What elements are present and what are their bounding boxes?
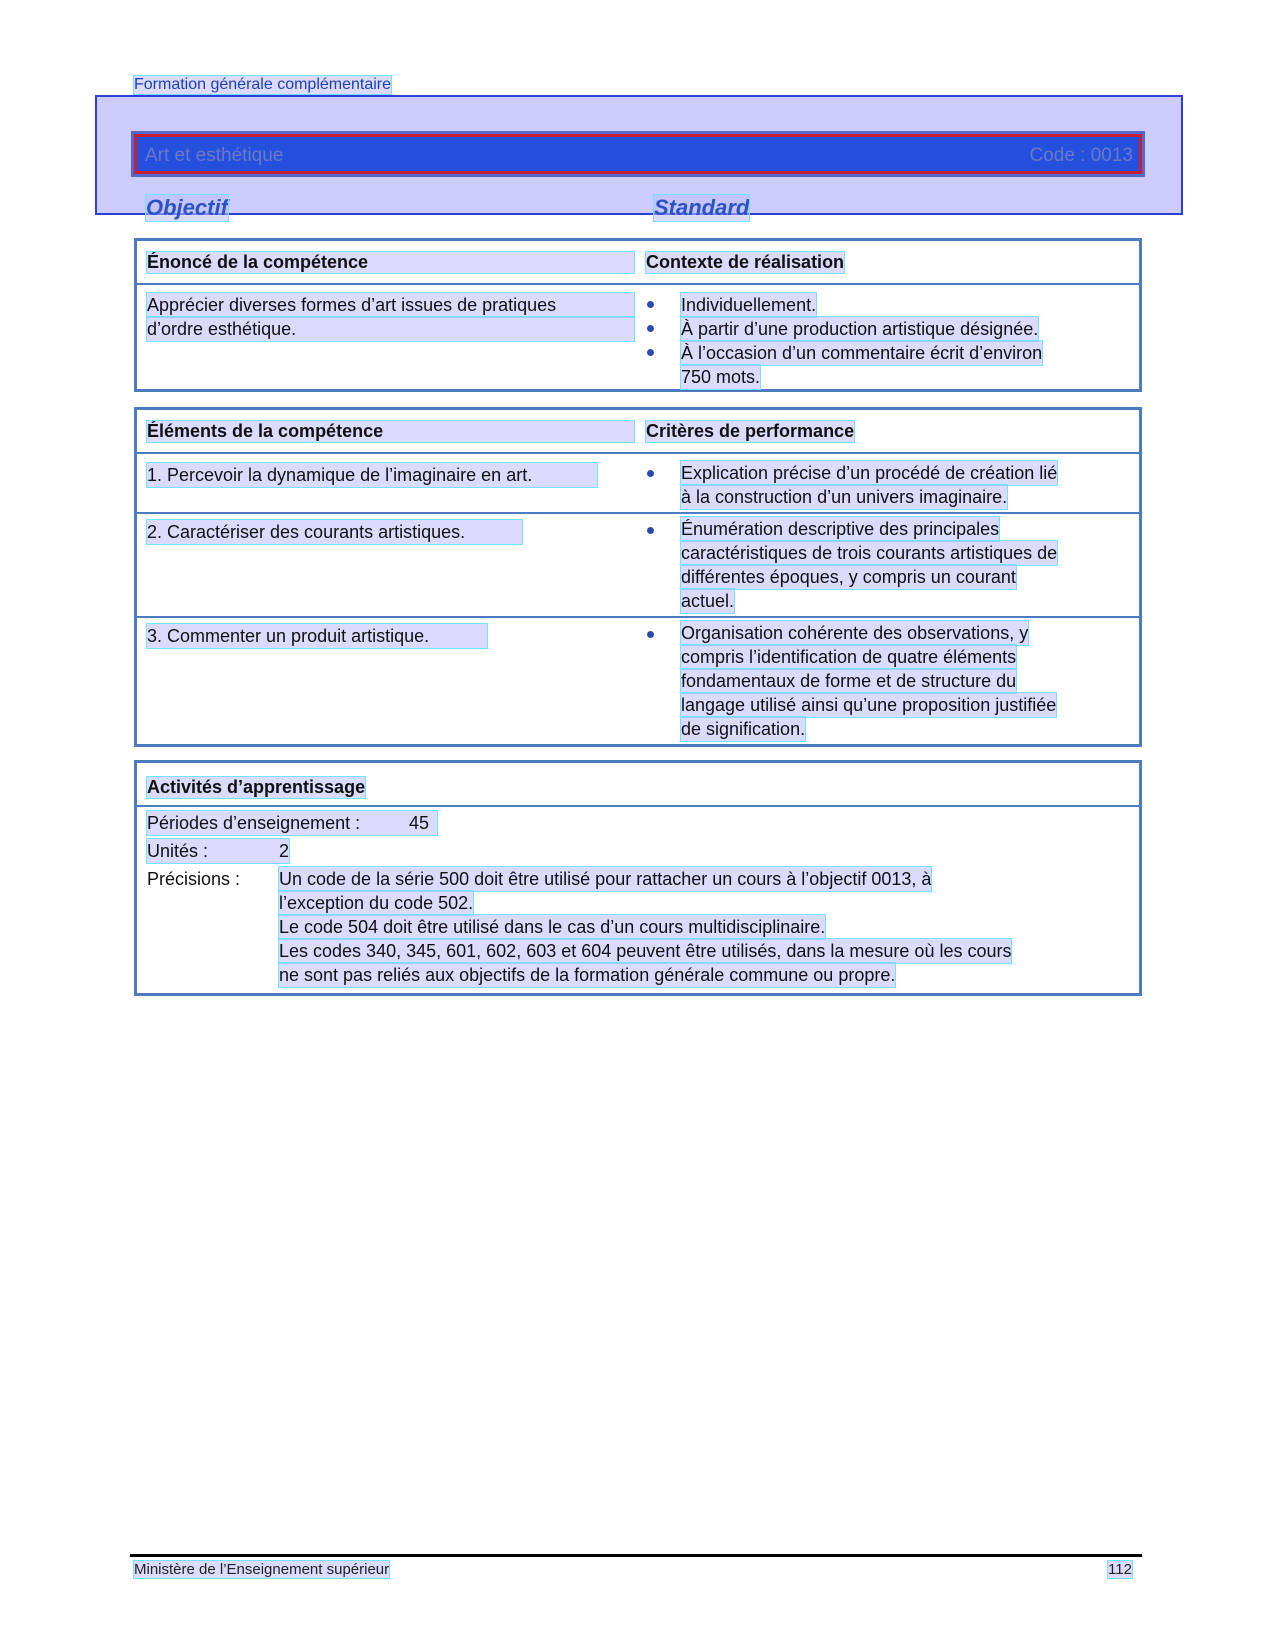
page-number: 112 xyxy=(1108,1561,1132,1578)
precisions-line: Le code 504 doit être utilisé dans le cas d’un cours multidisciplinaire. xyxy=(279,917,826,937)
divider xyxy=(137,616,1139,618)
context-header: Contexte de réalisation xyxy=(646,252,845,272)
element-item: 3. Commenter un produit artistique. xyxy=(147,624,487,648)
criteria-line: de signification. xyxy=(681,719,806,739)
precisions-line: Un code de la série 500 doit être utilisé pour rattacher un cours à l’objectif 0013, à xyxy=(279,869,932,889)
criteria-line: différentes époques, y compris un courant xyxy=(681,567,1016,587)
precisions-line: ne sont pas reliés aux objectifs de la formation générale commune ou propre. xyxy=(279,965,896,985)
objectif-label: Objectif xyxy=(146,195,228,220)
activities-header: Activités d’apprentissage xyxy=(147,777,366,797)
units-row xyxy=(147,839,289,863)
precisions-line: l’exception du code 502. xyxy=(279,893,474,913)
bullet-icon xyxy=(647,470,654,477)
competence-statement-line: d’ordre esthétique. xyxy=(147,317,634,341)
elements-header: Éléments de la compétence xyxy=(147,421,634,442)
divider xyxy=(137,805,1139,807)
competence-header: Énoncé de la compétence xyxy=(147,252,634,273)
criteria-line: langage utilisé ainsi qu’une proposition justifiée xyxy=(681,695,1057,715)
criteria-line: fondamentaux de forme et de structure du xyxy=(681,671,1017,691)
criteria-line: à la construction d’un univers imaginaire. xyxy=(681,487,1008,507)
context-item: Individuellement. xyxy=(681,295,817,315)
elements-box xyxy=(134,407,1142,747)
periods-label: Périodes d’enseignement : xyxy=(147,813,361,833)
context-item: À l’occasion d’un commentaire écrit d’environ xyxy=(681,343,1043,363)
context-item: À partir d’une production artistique désignée. xyxy=(681,319,1039,339)
precisions-label: Précisions : xyxy=(147,869,241,889)
criteria-line: Organisation cohérente des observations, y xyxy=(681,623,1029,643)
bullet-icon xyxy=(647,527,654,534)
footer-ministry: Ministère de l’Enseignement supérieur xyxy=(134,1561,390,1578)
context-item-continuation: 750 mots. xyxy=(681,367,761,387)
units-value: 2 xyxy=(279,841,290,861)
bullet-icon xyxy=(647,325,654,332)
element-item: 2. Caractériser des courants artistiques. xyxy=(147,520,522,544)
bullet-icon xyxy=(647,349,654,356)
criteria-line: Énumération descriptive des principales xyxy=(681,519,1000,539)
element-item: 1. Percevoir la dynamique de l’imaginaire en art. xyxy=(147,463,597,487)
criteria-header: Critères de performance xyxy=(646,421,855,441)
periods-row xyxy=(147,811,437,835)
section-header: Formation générale complémentaire xyxy=(134,76,392,93)
divider xyxy=(137,452,1139,454)
competence-box xyxy=(134,238,1142,392)
footer-rule xyxy=(130,1554,1142,1557)
criteria-line: compris l’identification de quatre éléments xyxy=(681,647,1017,667)
course-title-bar xyxy=(134,134,1142,174)
periods-value: 45 xyxy=(409,813,430,833)
activities-box xyxy=(134,760,1142,996)
criteria-line: Explication précise d’un procédé de création lié xyxy=(681,463,1058,483)
bullet-icon xyxy=(647,631,654,638)
units-label: Unités : xyxy=(147,841,209,861)
course-code: Code : 0013 xyxy=(1029,145,1133,166)
course-title: Art et esthétique xyxy=(145,145,284,166)
criteria-line: caractéristiques de trois courants artistiques de xyxy=(681,543,1058,563)
divider xyxy=(137,512,1139,514)
competence-statement-line: Apprécier diverses formes d’art issues de pratiques xyxy=(147,293,634,317)
standard-label: Standard xyxy=(654,195,750,220)
divider xyxy=(137,283,1139,285)
criteria-line: actuel. xyxy=(681,591,735,611)
precisions-line: Les codes 340, 345, 601, 602, 603 et 604 peuvent être utilisés, dans la mesure où les cours xyxy=(279,941,1012,961)
bullet-icon xyxy=(647,301,654,308)
